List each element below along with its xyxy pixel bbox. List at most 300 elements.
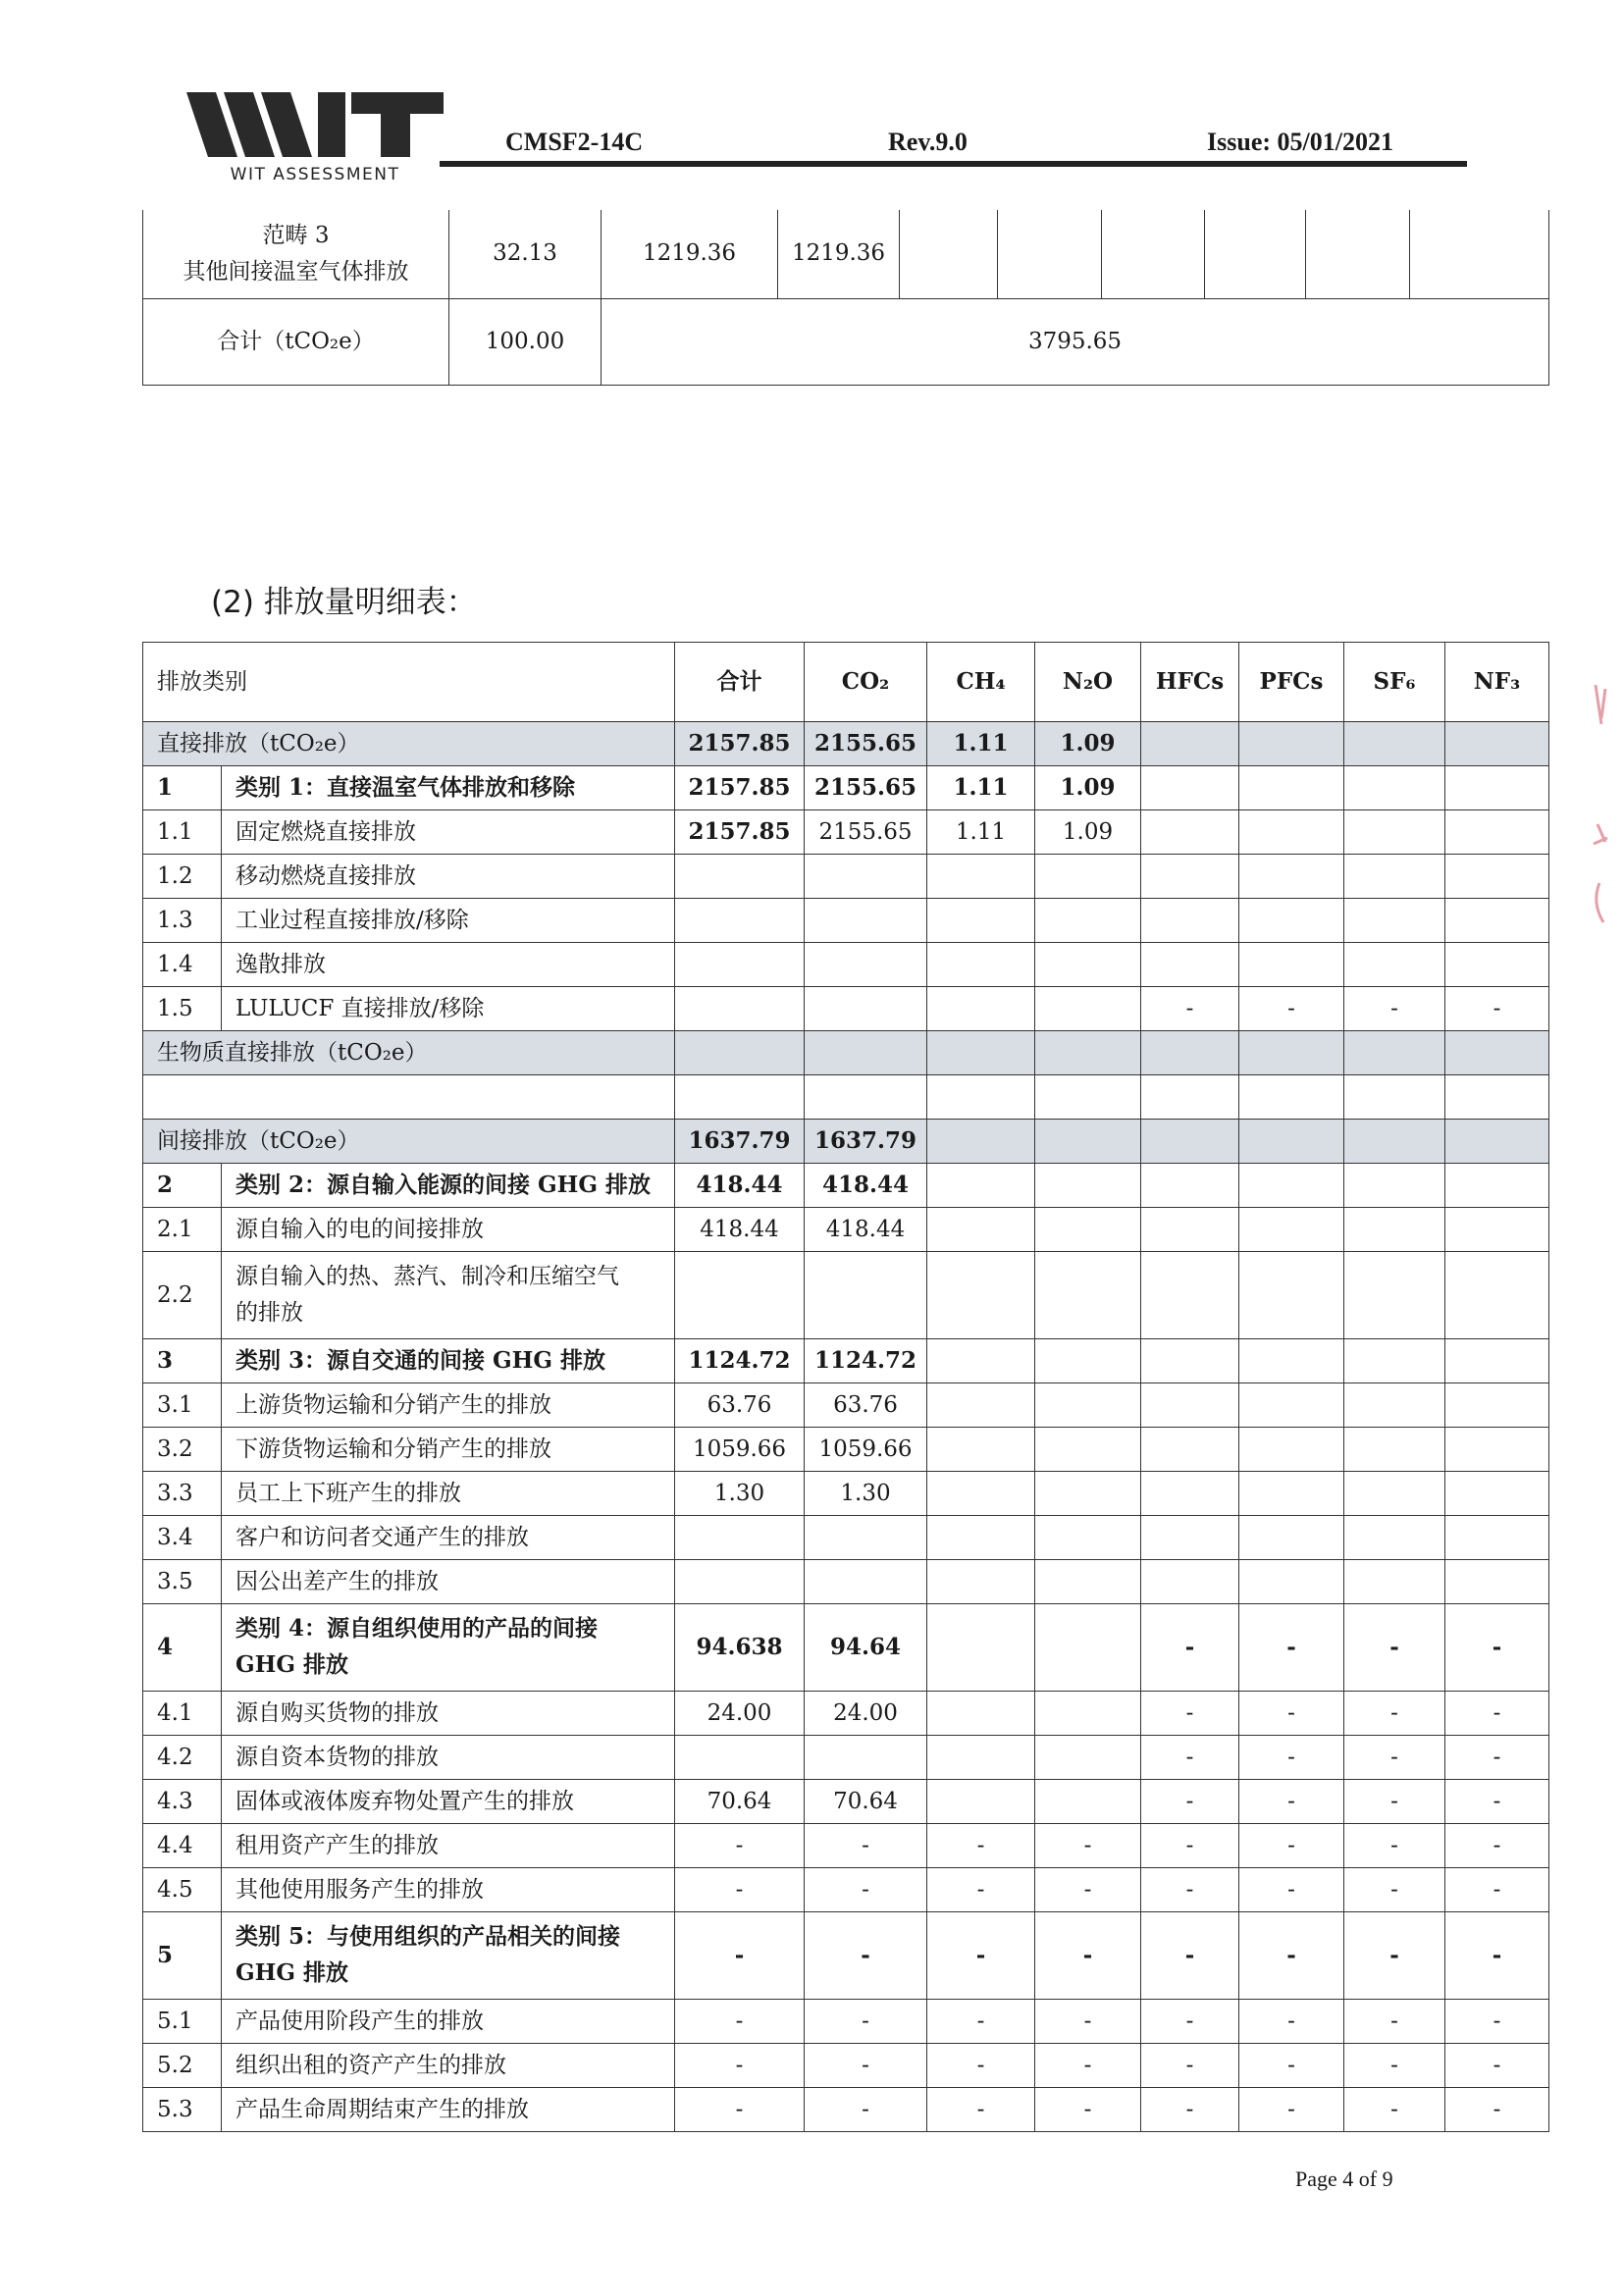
- cell-n2o: -: [1035, 1912, 1141, 2000]
- row-number: 1.5: [143, 987, 222, 1031]
- cell-hfcs: [1141, 1472, 1239, 1516]
- wit-logo-icon: [186, 90, 444, 159]
- row-number: 4.5: [143, 1868, 222, 1912]
- cell-nf3: [1445, 1164, 1549, 1208]
- cell-pfcs: [1239, 1383, 1344, 1428]
- cell-nf3: [1445, 1208, 1549, 1252]
- group-nf3: [1445, 1120, 1549, 1164]
- group-ch4: [927, 1031, 1035, 1075]
- cell-co2: -: [805, 2044, 927, 2088]
- cell-total: [675, 943, 805, 987]
- group-co2: 2155.65: [805, 722, 927, 766]
- row-label: 源自输入的电的间接排放: [222, 1208, 675, 1252]
- cell-hfcs: -: [1141, 987, 1239, 1031]
- cell-nf3: [1445, 766, 1549, 810]
- cell-total: -: [675, 2044, 805, 2088]
- cell-n2o: [1035, 1252, 1141, 1339]
- row-label: 类别 1：直接温室气体排放和移除: [222, 766, 675, 810]
- cell-sf6: [1344, 1383, 1445, 1428]
- cell-hfcs: [1141, 810, 1239, 855]
- row-number: 5: [143, 1912, 222, 2000]
- cell-hfcs: [1141, 1428, 1239, 1472]
- cell-total: 24.00: [675, 1692, 805, 1736]
- cell-nf3: [1445, 1516, 1549, 1560]
- cell-n2o: [1035, 1339, 1141, 1383]
- table-row: [143, 987, 1549, 1031]
- row-label: 组织出租的资产产生的排放: [222, 2044, 675, 2088]
- cell-sf6: [1344, 1164, 1445, 1208]
- cell-nf3: -: [1445, 2000, 1549, 2044]
- cell-sf6: -: [1344, 1780, 1445, 1824]
- blank-cell: [1035, 1075, 1141, 1120]
- group-label: 直接排放（tCO₂e）: [143, 722, 675, 766]
- cell-sf6: -: [1344, 2000, 1445, 2044]
- cell-n2o: [1035, 1692, 1141, 1736]
- table-row: [143, 855, 1549, 899]
- header-rule: [440, 161, 1467, 167]
- row-label: 产品生命周期结束产生的排放: [222, 2088, 675, 2132]
- cell-pfcs: [1239, 899, 1344, 943]
- row-number: 4.2: [143, 1736, 222, 1780]
- cell-sf6: -: [1344, 987, 1445, 1031]
- blank-cell: [927, 1075, 1035, 1120]
- cell-nf3: [1445, 1472, 1549, 1516]
- cell-pfcs: -: [1239, 1868, 1344, 1912]
- cell-nf3: [1445, 1252, 1549, 1339]
- cell-co2: [805, 1252, 927, 1339]
- cell-ch4: -: [927, 1868, 1035, 1912]
- cell-n2o: [1035, 1383, 1141, 1428]
- group-n2o: [1035, 1120, 1141, 1164]
- cell-ch4: [927, 899, 1035, 943]
- cell-co2: -: [805, 2088, 927, 2132]
- table-row: [143, 1912, 1549, 2000]
- cell-total: 1059.66: [675, 1428, 805, 1472]
- group-co2: 1637.79: [805, 1120, 927, 1164]
- cell-ch4: [927, 1780, 1035, 1824]
- cell-sf6: -: [1344, 1868, 1445, 1912]
- cell-nf3: [1445, 899, 1549, 943]
- row-number: 4: [143, 1604, 222, 1692]
- cell-nf3: [1445, 855, 1549, 899]
- row-label: 类别 4：源自组织使用的产品的间接 GHG 排放: [222, 1604, 675, 1692]
- cell-n2o: [1035, 1208, 1141, 1252]
- cell-sf6: [1344, 1516, 1445, 1560]
- cell-sf6: [1344, 899, 1445, 943]
- cell-n2o: [1035, 1164, 1141, 1208]
- cell-pfcs: [1239, 943, 1344, 987]
- cell-pfcs: [1239, 1560, 1344, 1604]
- cell-nf3: -: [1445, 1736, 1549, 1780]
- total-value: 3795.65: [602, 298, 1549, 385]
- row-number: 2: [143, 1164, 222, 1208]
- cell-nf3: -: [1445, 1780, 1549, 1824]
- row-label: 固体或液体废弃物处置产生的排放: [222, 1780, 675, 1824]
- cell-ch4: [927, 1164, 1035, 1208]
- row-number: 4.1: [143, 1692, 222, 1736]
- document-code: CMSF2-14C: [505, 128, 644, 156]
- cell-n2o: -: [1035, 2088, 1141, 2132]
- cell-total: 1.30: [675, 1472, 805, 1516]
- cell-pfcs: -: [1239, 1604, 1344, 1692]
- cell-co2: 24.00: [805, 1692, 927, 1736]
- cell-pfcs: [1239, 1252, 1344, 1339]
- group-sf6: [1344, 722, 1445, 766]
- document-revision: Rev.9.0: [888, 128, 968, 156]
- cell-n2o: [1035, 899, 1141, 943]
- row-label: 源自资本货物的排放: [222, 1736, 675, 1780]
- header-sf6: SF₆: [1344, 643, 1445, 722]
- cell-nf3: -: [1445, 1868, 1549, 1912]
- row-label: 移动燃烧直接排放: [222, 855, 675, 899]
- cell-nf3: [1445, 1383, 1549, 1428]
- group-ch4: 1.11: [927, 722, 1035, 766]
- blank-cell: [1141, 1075, 1239, 1120]
- cell-ch4: [927, 1516, 1035, 1560]
- header-total: 合计: [675, 643, 805, 722]
- group-n2o: 1.09: [1035, 722, 1141, 766]
- cell-n2o: [1035, 1604, 1141, 1692]
- cell-n2o: 1.09: [1035, 810, 1141, 855]
- row-label: 源自输入的热、蒸汽、制冷和压缩空气 的排放: [222, 1252, 675, 1339]
- row-label: 因公出差产生的排放: [222, 1560, 675, 1604]
- table-row: [143, 1208, 1549, 1252]
- cell-ch4: [927, 1472, 1035, 1516]
- row-number: 5.2: [143, 2044, 222, 2088]
- table-row-blank: [143, 1075, 1549, 1120]
- row-label: 工业过程直接排放/移除: [222, 899, 675, 943]
- table-row: [143, 1780, 1549, 1824]
- cell-ch4: -: [927, 2000, 1035, 2044]
- scope3-label: 范畴 3 其他间接温室气体排放: [143, 210, 449, 298]
- cell-n2o: [1035, 1780, 1141, 1824]
- cell-n2o: [1035, 1516, 1141, 1560]
- row-label: 下游货物运输和分销产生的排放: [222, 1428, 675, 1472]
- blank-cell: [143, 1075, 675, 1120]
- row-label: LULUCF 直接排放/移除: [222, 987, 675, 1031]
- row-number: 2.2: [143, 1252, 222, 1339]
- cell-nf3: -: [1445, 1604, 1549, 1692]
- cell-n2o: -: [1035, 1868, 1141, 1912]
- cell-co2: 63.76: [805, 1383, 927, 1428]
- cell-co2: 1059.66: [805, 1428, 927, 1472]
- cell-hfcs: [1141, 899, 1239, 943]
- cell-ch4: [927, 943, 1035, 987]
- cell-co2: [805, 899, 927, 943]
- row-number: 3.1: [143, 1383, 222, 1428]
- cell-ch4: [927, 1692, 1035, 1736]
- cell-nf3: [1445, 810, 1549, 855]
- emission-detail-table: [142, 642, 1549, 2132]
- cell-ch4: [927, 987, 1035, 1031]
- cell-total: [675, 1252, 805, 1339]
- group-nf3: [1445, 722, 1549, 766]
- header-ch4: CH₄: [927, 643, 1035, 722]
- cell-nf3: -: [1445, 1912, 1549, 2000]
- cell-co2: 418.44: [805, 1164, 927, 1208]
- cell-hfcs: [1141, 766, 1239, 810]
- cell-pfcs: [1239, 810, 1344, 855]
- cell-pfcs: -: [1239, 1912, 1344, 2000]
- cell-total: 70.64: [675, 1780, 805, 1824]
- cell-hfcs: -: [1141, 1780, 1239, 1824]
- row-label: 租用资产产生的排放: [222, 1824, 675, 1868]
- cell-total: [675, 1516, 805, 1560]
- cell-pfcs: [1239, 1472, 1344, 1516]
- row-number: 2.1: [143, 1208, 222, 1252]
- cell-hfcs: [1141, 855, 1239, 899]
- cell-n2o: -: [1035, 2044, 1141, 2088]
- cell-hfcs: -: [1141, 1736, 1239, 1780]
- header-n2o: N₂O: [1035, 643, 1141, 722]
- cell-sf6: [1344, 943, 1445, 987]
- cell-hfcs: -: [1141, 1604, 1239, 1692]
- blank-cell: [675, 1075, 805, 1120]
- summary-row-total: [143, 298, 1549, 385]
- row-number: 1.4: [143, 943, 222, 987]
- group-sf6: [1344, 1031, 1445, 1075]
- cell-co2: -: [805, 1824, 927, 1868]
- scope3-percent: 32.13: [449, 210, 602, 298]
- table-row: [143, 943, 1549, 987]
- cell-co2: 94.64: [805, 1604, 927, 1692]
- row-label: 类别 2：源自输入能源的间接 GHG 排放: [222, 1164, 675, 1208]
- cell-pfcs: -: [1239, 987, 1344, 1031]
- cell-n2o: [1035, 1560, 1141, 1604]
- cell-ch4: -: [927, 2044, 1035, 2088]
- group-pfcs: [1239, 1031, 1344, 1075]
- table-row: [143, 2000, 1549, 2044]
- table-row: [143, 1736, 1549, 1780]
- cell-total: -: [675, 2000, 805, 2044]
- table-row: [143, 810, 1549, 855]
- cell-total: [675, 987, 805, 1031]
- group-sf6: [1344, 1120, 1445, 1164]
- cell-ch4: 1.11: [927, 810, 1035, 855]
- cell-nf3: [1445, 943, 1549, 987]
- table-row: [143, 1868, 1549, 1912]
- cell-ch4: [927, 1383, 1035, 1428]
- cell-ch4: [927, 1736, 1035, 1780]
- cell-co2: [805, 1560, 927, 1604]
- table-row: [143, 1339, 1549, 1383]
- cell-hfcs: -: [1141, 2000, 1239, 2044]
- table-row: [143, 1252, 1549, 1339]
- cell-hfcs: [1141, 1383, 1239, 1428]
- group-label: 生物质直接排放（tCO₂e）: [143, 1031, 675, 1075]
- cell-hfcs: [1141, 1164, 1239, 1208]
- stamp-marks-icon: [1588, 677, 1617, 932]
- cell-total: 94.638: [675, 1604, 805, 1692]
- group-co2: [805, 1031, 927, 1075]
- row-number: 1.2: [143, 855, 222, 899]
- cell-nf3: [1445, 1428, 1549, 1472]
- total-percent: 100.00: [449, 298, 602, 385]
- cell-total: 2157.85: [675, 810, 805, 855]
- cell-hfcs: [1141, 1208, 1239, 1252]
- cell-sf6: -: [1344, 2044, 1445, 2088]
- table-row: [143, 2044, 1549, 2088]
- header-nf3: NF₃: [1445, 643, 1549, 722]
- cell-hfcs: [1141, 1516, 1239, 1560]
- cell-co2: 1.30: [805, 1472, 927, 1516]
- cell-pfcs: -: [1239, 2000, 1344, 2044]
- cell-co2: [805, 855, 927, 899]
- cell-hfcs: -: [1141, 2044, 1239, 2088]
- cell-pfcs: -: [1239, 2088, 1344, 2132]
- cell-pfcs: [1239, 1428, 1344, 1472]
- cell-nf3: [1445, 1560, 1549, 1604]
- cell-hfcs: [1141, 1339, 1239, 1383]
- header-co2: CO₂: [805, 643, 927, 722]
- cell-nf3: -: [1445, 1692, 1549, 1736]
- table-row: [143, 1692, 1549, 1736]
- cell-co2: 2155.65: [805, 810, 927, 855]
- cell-total: 2157.85: [675, 766, 805, 810]
- row-number: 4.4: [143, 1824, 222, 1868]
- cell-ch4: -: [927, 1912, 1035, 2000]
- cell-sf6: -: [1344, 1736, 1445, 1780]
- cell-total: 63.76: [675, 1383, 805, 1428]
- row-number: 5.1: [143, 2000, 222, 2044]
- section-title: (2) 排放量明细表：: [211, 585, 477, 620]
- summary-row-scope3: [143, 210, 1549, 298]
- cell-co2: [805, 1516, 927, 1560]
- cell-sf6: [1344, 855, 1445, 899]
- cell-pfcs: [1239, 766, 1344, 810]
- cell-total: 418.44: [675, 1208, 805, 1252]
- group-total: [675, 1031, 805, 1075]
- row-number: 1.3: [143, 899, 222, 943]
- cell-total: 418.44: [675, 1164, 805, 1208]
- cell-sf6: [1344, 1472, 1445, 1516]
- row-label: 类别 3：源自交通的间接 GHG 排放: [222, 1339, 675, 1383]
- cell-total: 1124.72: [675, 1339, 805, 1383]
- cell-ch4: -: [927, 2088, 1035, 2132]
- cell-co2: [805, 1736, 927, 1780]
- blank-cell: [1239, 1075, 1344, 1120]
- group-row-direct-header: [143, 722, 1549, 766]
- cell-n2o: -: [1035, 2000, 1141, 2044]
- cell-co2: 70.64: [805, 1780, 927, 1824]
- row-number: 5.3: [143, 2088, 222, 2132]
- cell-pfcs: [1239, 855, 1344, 899]
- cell-n2o: [1035, 1472, 1141, 1516]
- group-total: 2157.85: [675, 722, 805, 766]
- cell-co2: [805, 987, 927, 1031]
- cell-n2o: [1035, 1428, 1141, 1472]
- total-label: 合计（tCO₂e）: [143, 298, 449, 385]
- table-row: [143, 1472, 1549, 1516]
- cell-pfcs: -: [1239, 1692, 1344, 1736]
- scope3-value-a: 1219.36: [602, 210, 778, 298]
- row-number: 3.4: [143, 1516, 222, 1560]
- group-pfcs: [1239, 1120, 1344, 1164]
- table-row: [143, 1164, 1549, 1208]
- cell-pfcs: [1239, 1208, 1344, 1252]
- cell-ch4: [927, 1560, 1035, 1604]
- row-number: 3.5: [143, 1560, 222, 1604]
- row-number: 1: [143, 766, 222, 810]
- cell-sf6: [1344, 1208, 1445, 1252]
- cell-sf6: -: [1344, 1604, 1445, 1692]
- cell-total: -: [675, 1824, 805, 1868]
- blank-cell: [805, 1075, 927, 1120]
- table-row: [143, 1383, 1549, 1428]
- group-row-indirect-header: [143, 1120, 1549, 1164]
- cell-ch4: [927, 1339, 1035, 1383]
- cell-sf6: [1344, 1428, 1445, 1472]
- cell-pfcs: [1239, 1164, 1344, 1208]
- group-ch4: [927, 1120, 1035, 1164]
- row-label: 固定燃烧直接排放: [222, 810, 675, 855]
- cell-total: [675, 855, 805, 899]
- group-n2o: [1035, 1031, 1141, 1075]
- table-row: [143, 1516, 1549, 1560]
- row-label: 员工上下班产生的排放: [222, 1472, 675, 1516]
- cell-nf3: -: [1445, 2044, 1549, 2088]
- table-header-row: [143, 643, 1549, 722]
- cell-total: -: [675, 1868, 805, 1912]
- cell-total: -: [675, 2088, 805, 2132]
- cell-co2: -: [805, 2000, 927, 2044]
- header-pfcs: PFCs: [1239, 643, 1344, 722]
- row-number: 1.1: [143, 810, 222, 855]
- row-number: 4.3: [143, 1780, 222, 1824]
- cell-total: -: [675, 1912, 805, 2000]
- cell-co2: -: [805, 1868, 927, 1912]
- table-row: [143, 1428, 1549, 1472]
- group-row-biomass-header: [143, 1031, 1549, 1075]
- header-category: 排放类别: [143, 643, 675, 722]
- row-label: 逸散排放: [222, 943, 675, 987]
- cell-total: [675, 1560, 805, 1604]
- row-label: 类别 5：与使用组织的产品相关的间接 GHG 排放: [222, 1912, 675, 2000]
- cell-pfcs: [1239, 1516, 1344, 1560]
- group-hfcs: [1141, 1031, 1239, 1075]
- cell-pfcs: -: [1239, 2044, 1344, 2088]
- row-number: 3.2: [143, 1428, 222, 1472]
- cell-n2o: [1035, 943, 1141, 987]
- cell-sf6: [1344, 1339, 1445, 1383]
- row-label: 其他使用服务产生的排放: [222, 1868, 675, 1912]
- cell-ch4: -: [927, 1824, 1035, 1868]
- cell-sf6: [1344, 1252, 1445, 1339]
- cell-sf6: [1344, 810, 1445, 855]
- cell-n2o: -: [1035, 1824, 1141, 1868]
- cell-n2o: [1035, 987, 1141, 1031]
- cell-pfcs: [1239, 1339, 1344, 1383]
- summary-table: [142, 210, 1549, 386]
- row-label: 源自购买货物的排放: [222, 1692, 675, 1736]
- cell-hfcs: [1141, 1560, 1239, 1604]
- logo-text: WIT ASSESSMENT: [230, 165, 400, 184]
- wit-logo: [186, 90, 444, 184]
- cell-co2: -: [805, 1912, 927, 2000]
- table-row: [143, 2088, 1549, 2132]
- page-number: Page 4 of 9: [1295, 2166, 1393, 2191]
- cell-total: [675, 1736, 805, 1780]
- cell-nf3: -: [1445, 1824, 1549, 1868]
- cell-n2o: [1035, 855, 1141, 899]
- header-hfcs: HFCs: [1141, 643, 1239, 722]
- cell-ch4: [927, 1428, 1035, 1472]
- cell-sf6: -: [1344, 2088, 1445, 2132]
- cell-ch4: [927, 1208, 1035, 1252]
- scope3-value-b: 1219.36: [778, 210, 900, 298]
- cell-ch4: 1.11: [927, 766, 1035, 810]
- cell-hfcs: [1141, 943, 1239, 987]
